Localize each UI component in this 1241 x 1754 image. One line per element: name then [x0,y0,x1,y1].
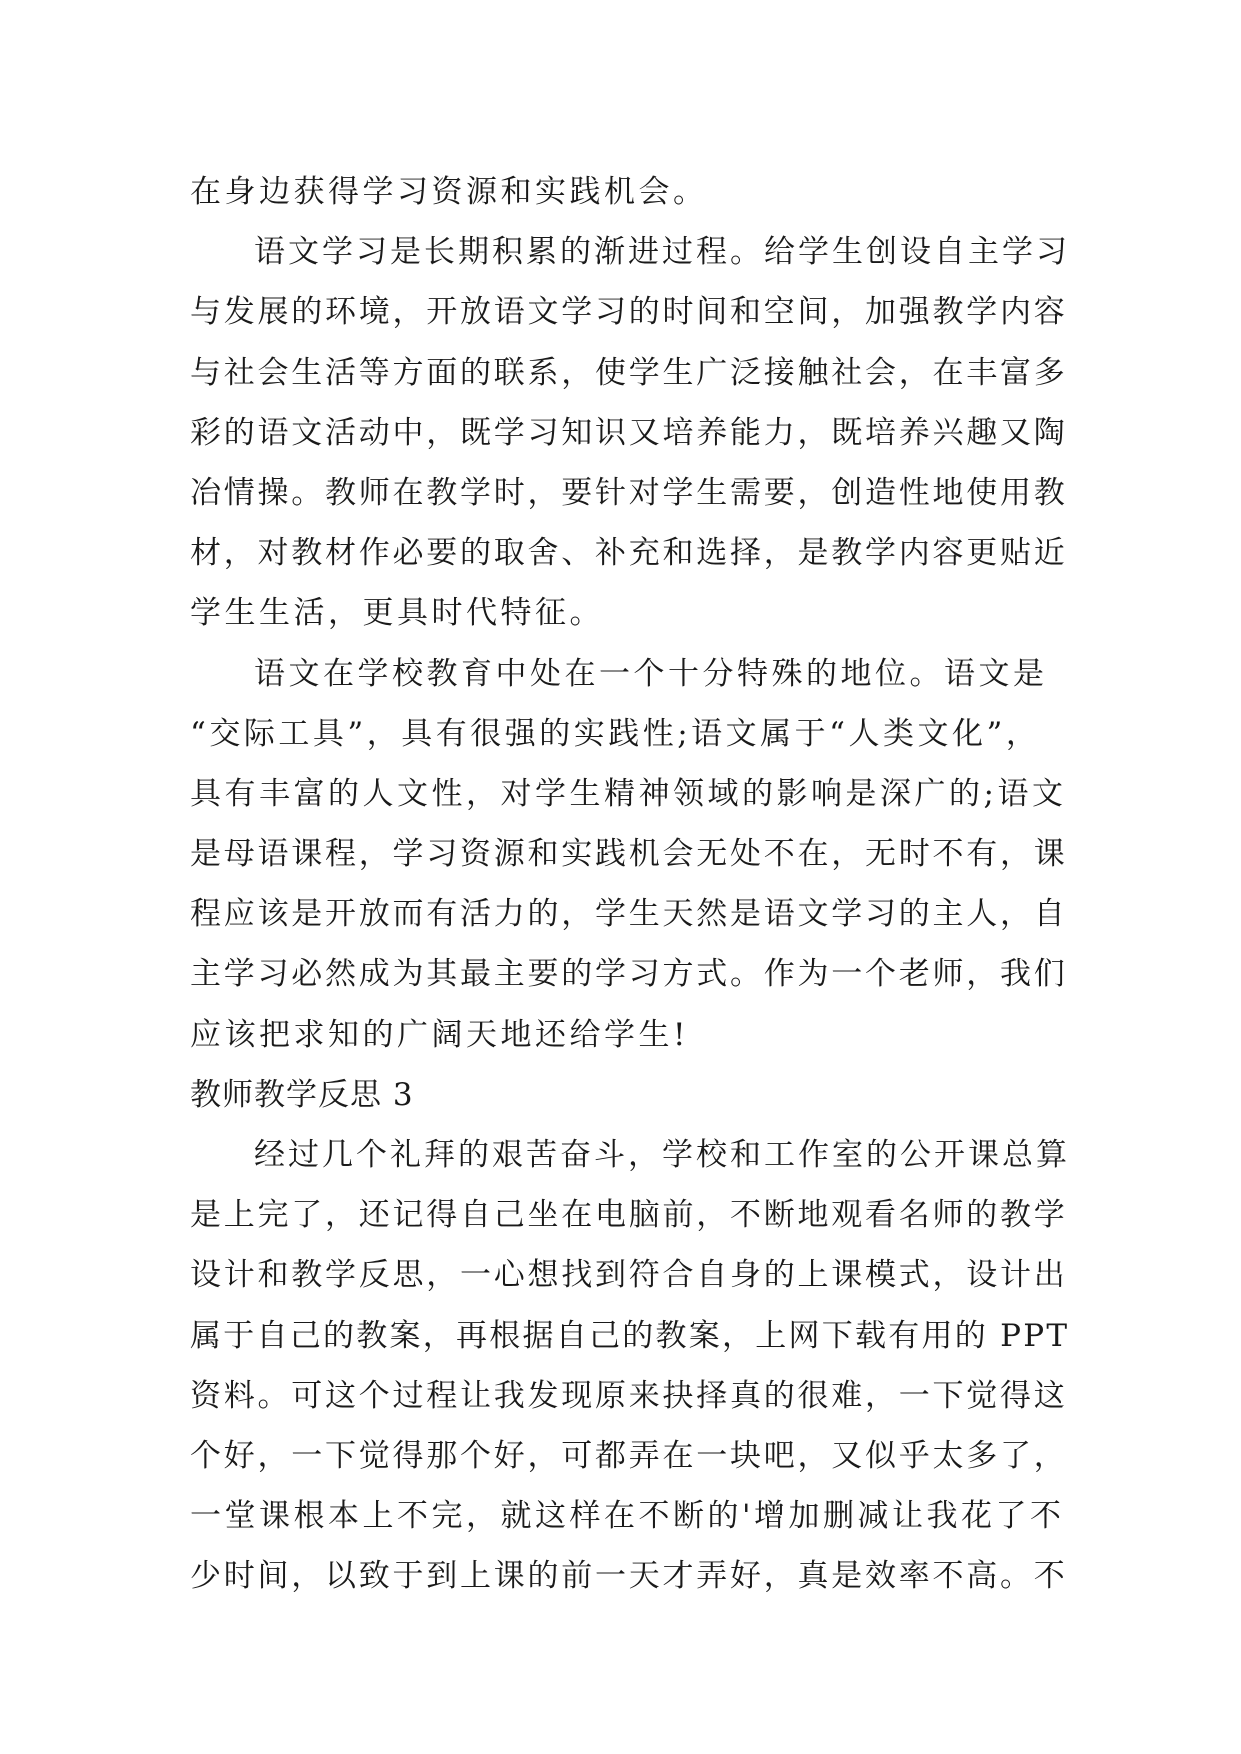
text-line: 是母语课程，学习资源和实践机会无处不在，无时不有，课 [190,836,1068,873]
text-line: 少时间，以致于到上课的前一天才弄好，真是效率不高。不 [190,1558,1068,1595]
section-heading: 教师教学反思 3 [190,1076,414,1113]
text-line: 语文在学校教育中处在一个十分特殊的地位。语文是 [254,655,1048,692]
text-line: 在身边获得学习资源和实践机会。 [190,174,708,210]
document-body [190,162,1070,1607]
text-line: 一堂课根本上不完，就这样在不断的'增加删减让我花了不 [190,1498,1065,1535]
text-line: 冶情操。教师在教学时，要针对学生需要，创造性地使用教 [190,474,1068,511]
text-line: 属于自己的教案，再根据自己的教案，上网下载有用的 PPT [190,1317,1070,1354]
text-line: 经过几个礼拜的艰苦奋斗，学校和工作室的公开课总算 [254,1137,1070,1173]
text-line: 资料。可这个过程让我发现原来抉择真的很难，一下觉得这 [190,1377,1068,1414]
text-line: 应该把求知的广阔天地还给学生! [190,1016,689,1053]
text-line: 程应该是开放而有活力的，学生天然是语文学习的主人，自 [190,896,1068,933]
text-line: 个好，一下觉得那个好，可都弄在一块吧，又似乎太多了， [190,1437,1068,1474]
text-line: 学生生活，更具时代特征。 [190,595,604,632]
text-line: 与发展的环境，开放语文学习的时间和空间，加强教学内容 [190,294,1068,331]
text-line: “交际工具”，具有很强的实践性;语文属于“人类文化”， [190,715,1041,752]
text-line: 与社会生活等方面的联系，使学生广泛接触社会，在丰富多 [190,354,1068,391]
text-line: 主学习必然成为其最主要的学习方式。作为一个老师，我们 [190,956,1068,993]
text-line: 材，对教材作必要的取舍、补充和选择，是教学内容更贴近 [190,535,1068,572]
text-line: 具有丰富的人文性，对学生精神领域的影响是深广的;语文 [190,775,1067,812]
text-line: 彩的语文活动中，既学习知识又培养能力，既培养兴趣又陶 [190,414,1068,451]
text-line: 设计和教学反思，一心想找到符合自身的上课模式，设计出 [190,1257,1068,1294]
text-line: 语文学习是长期积累的渐进过程。给学生创设自主学习 [254,234,1070,271]
text-line: 是上完了，还记得自己坐在电脑前，不断地观看名师的教学 [190,1197,1068,1234]
